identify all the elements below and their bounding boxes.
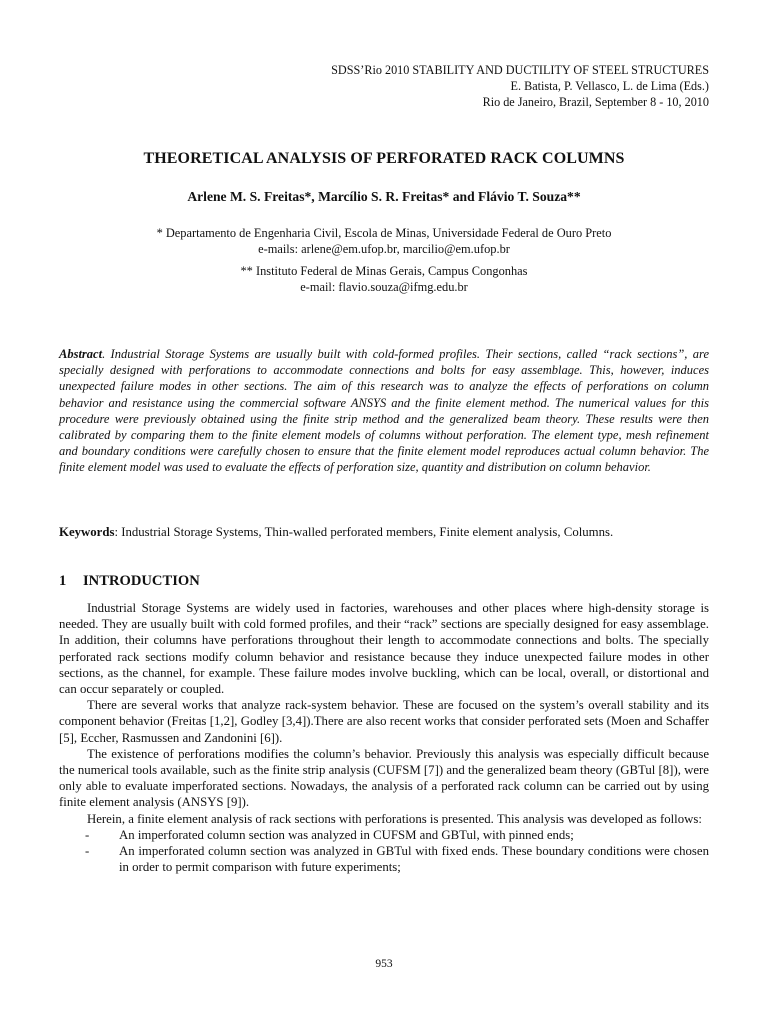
affiliation-2	[0, 263, 768, 295]
abstract	[59, 346, 709, 476]
section-title: INTRODUCTION	[83, 573, 200, 589]
keywords-label: Keywords	[59, 525, 115, 539]
paper-title: THEORETICAL ANALYSIS OF PERFORATED RACK COLUMNS	[143, 150, 625, 167]
body-paragraph: Herein, a finite element analysis of rack sections with perforations is presented. This analysis was developed as follows:	[87, 811, 702, 826]
section-number: 1	[59, 573, 67, 589]
list-item-text: An imperforated column section was analyzed in CUFSM and GBTul, with pinned ends;	[119, 827, 574, 842]
keywords	[59, 524, 709, 541]
conference-editors: E. Batista, P. Vellasco, L. de Lima (Eds.)	[510, 79, 709, 93]
list-item	[59, 827, 709, 843]
list-bullet: -	[85, 844, 90, 859]
conference-header	[331, 62, 709, 110]
affiliation-institution: ** Instituto Federal de Minas Gerais, Campus Congonhas	[240, 264, 528, 278]
affiliation-contact: e-mail: flavio.souza@ifmg.edu.br	[300, 280, 468, 294]
paper-authors: Arlene M. S. Freitas*, Marcílio S. R. Freitas* and Flávio T. Souza**	[187, 189, 581, 204]
body-paragraph: The existence of perforations modifies the column’s behavior. Previously this analysis was especially difficult because the numerical tools available, such as the finite strip analysis (CUFSM [7]) and the generalized beam theory (GBTul [8]), were only able to evaluate imperforated sections. Nowadays, the analysis of a perforated rack column can be carried out by using finite element analysis (ANSYS [9]).	[59, 746, 709, 810]
body-paragraph: Industrial Storage Systems are widely used in factories, warehouses and other places where high-density storage is needed. They are usually built with cold formed profiles, and their “rack” sections are specially designed for easy assemblage. In addition, their columns have perforations throughout their length to accommodate connections and bolts. The specially perforated rack sections modify column behavior and resistance because they induce unexpected failure modes in other sections, as the channel, for example. These failure modes involve buckling, which can be local, overall, or distortional and can occur separately or coupled.	[59, 601, 709, 697]
section-body	[59, 600, 709, 875]
list-item	[59, 843, 709, 875]
list-item-text: An imperforated column section was analyzed in GBTul with fixed ends. These boundary conditions were chosen in order to permit comparison with future experiments;	[119, 844, 709, 875]
affiliation-institution: * Departamento de Engenharia Civil, Escola de Minas, Universidade Federal de Ouro Preto	[156, 226, 612, 240]
abstract-text: . Industrial Storage Systems are usually built with cold-formed profiles. Their sections, called “rack sections”, are specially designed with perforations to accommodate connections and bolts for easy assemblage. This, however, induces unexpected failure modes in other sections. The aim of this research was to analyze the effects of perforations on column behavior and resistance using the commercial software ANSYS and the finite element method. The numerical values for this procedure were previously obtained using the finite strip method and the generalized beam theory. These results were then calibrated by comparing them to the finite element models of columns without perforation. The element type, mesh refinement and boundary conditions were carefully chosen to ensure that the finite element model reproduces actual column behavior. The finite element model was used to evaluate the effects of perforation size, quantity and distribution on column behavior.	[59, 347, 709, 475]
page-number: 953	[375, 958, 393, 970]
list-bullet: -	[85, 827, 90, 842]
affiliation-1	[0, 225, 768, 257]
conference-location-date: Rio de Janeiro, Brazil, September 8 - 10, 2010	[482, 95, 709, 109]
affiliation-contact: e-mails: arlene@em.ufop.br, marcilio@em.ufop.br	[258, 242, 510, 256]
body-paragraph: There are several works that analyze rack-system behavior. These are focused on the system’s overall stability and its component behavior (Freitas [1,2], Godley [3,4]).There are also recent works that consider perforated sets (Moen and Schaffer [5], Eccher, Rasmussen and Zandonini [6]).	[59, 698, 709, 745]
keywords-text: : Industrial Storage Systems, Thin-walled perforated members, Finite element analysis, Columns.	[114, 525, 614, 539]
analysis-steps-list	[59, 827, 709, 876]
conference-name: SDSS’Rio 2010 STABILITY AND DUCTILITY OF STEEL STRUCTURES	[331, 63, 709, 77]
abstract-label: Abstract	[59, 347, 103, 361]
section-heading	[59, 573, 200, 590]
